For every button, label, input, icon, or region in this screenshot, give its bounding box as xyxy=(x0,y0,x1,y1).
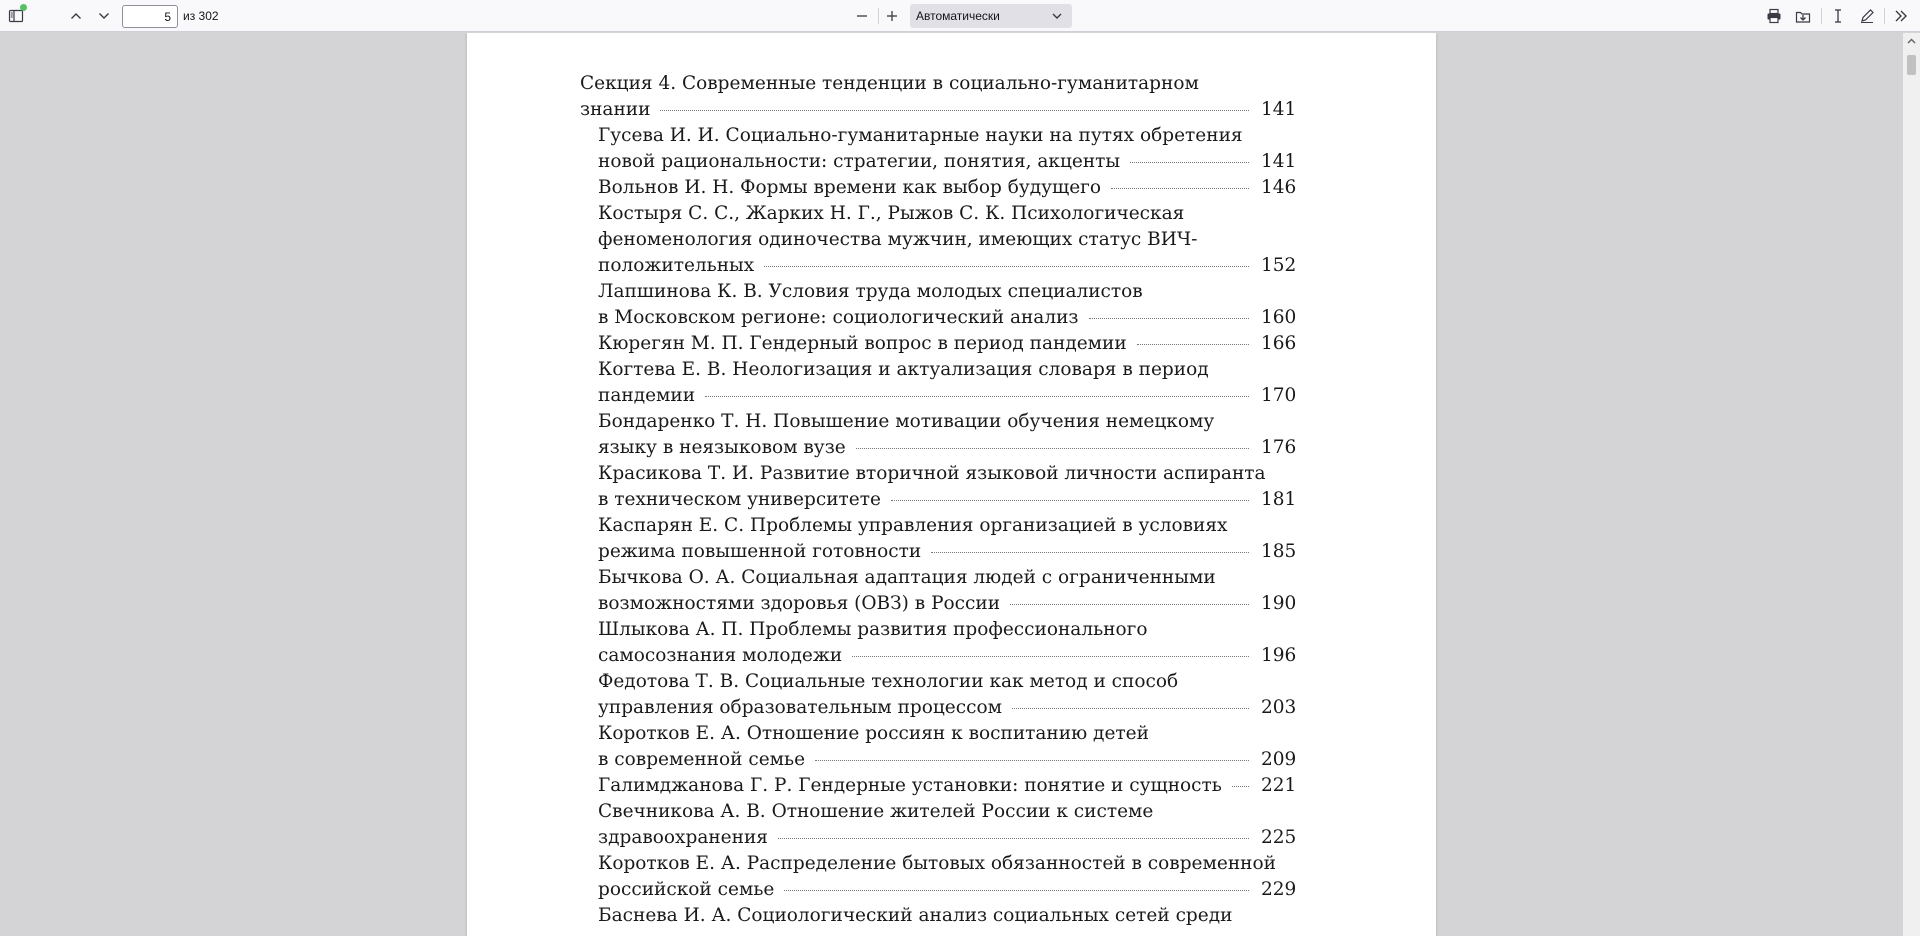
toc-entry-last-line xyxy=(598,149,1297,175)
text-tool-button[interactable] xyxy=(1826,4,1850,28)
toc-entry-title: Вольнов И. Н. Формы времени как выбор будущего xyxy=(598,177,1101,198)
toc-entry-line: Красикова Т. И. Развитие вторичной языковой личности аспиранта xyxy=(598,463,1266,484)
toc-entry-last-line xyxy=(598,487,1297,513)
zoom-out-button[interactable] xyxy=(850,4,874,28)
zoom-select-value: Автоматически xyxy=(916,9,1000,23)
toc-entry-title: языку в неязыковом вузе xyxy=(598,437,846,458)
dot-leader xyxy=(1012,708,1249,709)
vertical-scrollbar[interactable] xyxy=(1903,33,1920,936)
toc-page-number: 141 xyxy=(1261,99,1297,120)
scrollbar-thumb[interactable] xyxy=(1907,55,1916,75)
document-viewer xyxy=(0,33,1920,936)
dot-leader xyxy=(852,656,1249,657)
toc-entry-title: новой рациональности: стратегии, понятия, акценты xyxy=(598,151,1121,172)
toc-entry-last-line xyxy=(598,877,1297,903)
toc-entry-last-line xyxy=(580,97,1297,123)
toc-entry-title: в Московском регионе: социологический анализ xyxy=(598,307,1079,328)
double-chevron-right-icon xyxy=(1893,8,1909,24)
toc-page-number: 185 xyxy=(1261,541,1297,562)
toc-entry-title: пандемии xyxy=(598,385,696,406)
toc-entry-line: Лапшинова К. В. Условия труда молодых специалистов xyxy=(598,281,1143,302)
toc-entry-last-line xyxy=(598,435,1297,461)
toc-entry-title: российской семье xyxy=(598,879,775,900)
toc-page-number: 176 xyxy=(1261,437,1297,458)
save-button[interactable] xyxy=(1791,4,1815,28)
toc-entry-last-line xyxy=(598,825,1297,851)
toc-page-number: 221 xyxy=(1261,775,1297,796)
next-page-button[interactable] xyxy=(92,4,116,28)
table-of-contents xyxy=(580,71,1297,929)
download-icon xyxy=(1795,8,1811,24)
toc-entry-title: управления образовательным процессом xyxy=(598,697,1002,718)
dot-leader xyxy=(764,266,1249,267)
dot-leader xyxy=(660,110,1249,111)
toc-entry-title: здравоохранения xyxy=(598,827,768,848)
toc-entry-line: Бондаренко Т. Н. Повышение мотивации обучения немецкому xyxy=(598,411,1215,432)
pdf-toolbar xyxy=(0,0,1920,32)
toc-entry-last-line xyxy=(598,331,1297,357)
toc-entry[interactable] xyxy=(598,851,1297,903)
toc-entry-line: Гусева И. И. Социально-гуманитарные науки на путях обретения xyxy=(598,125,1243,146)
toc-entry-last-line xyxy=(598,539,1297,565)
dot-leader xyxy=(778,838,1249,839)
toc-entry[interactable] xyxy=(598,799,1297,851)
toc-page-number: 160 xyxy=(1261,307,1297,328)
pdf-page xyxy=(467,33,1436,936)
toc-entry-title: Галимджанова Г. Р. Гендерные установки: понятие и сущность xyxy=(598,775,1222,796)
dot-leader xyxy=(931,552,1249,553)
toc-page-number: 196 xyxy=(1261,645,1297,666)
toc-entry-line: Бычкова О. А. Социальная адаптация людей с ограниченными xyxy=(598,567,1216,588)
toc-entry-last-line xyxy=(598,175,1297,201)
toc-entry-line: Костыря С. С., Жарких Н. Г., Рыжов С. К. Психологическая xyxy=(598,203,1185,224)
toc-entry[interactable] xyxy=(598,279,1297,331)
toc-entry-title: режима повышенной готовности xyxy=(598,541,922,562)
toc-entry[interactable] xyxy=(598,201,1297,279)
toc-entry-line: Коротков Е. А. Отношение россиян к воспитанию детей xyxy=(598,723,1149,744)
pen-icon xyxy=(1859,8,1875,24)
toc-entry[interactable] xyxy=(598,409,1297,461)
page-count-label: из 302 xyxy=(183,9,219,23)
toc-entry-title: знании xyxy=(580,99,651,120)
toc-entry-line: Секция 4. Современные тенденции в социально-гуманитарном xyxy=(580,73,1199,94)
toc-entry-title: Кюрегян М. П. Гендерный вопрос в период пандемии xyxy=(598,333,1127,354)
toc-entry-line: Когтева Е. В. Неологизация и актуализация словаря в период xyxy=(598,359,1209,380)
toc-entry-last-line xyxy=(598,305,1297,331)
text-cursor-icon xyxy=(1830,8,1846,24)
toc-page-number: 225 xyxy=(1261,827,1297,848)
toc-page-number: 203 xyxy=(1261,697,1297,718)
toc-entry[interactable] xyxy=(598,461,1297,513)
toc-entry-last-line xyxy=(598,773,1297,799)
dot-leader xyxy=(1232,786,1249,787)
more-tools-button[interactable] xyxy=(1889,4,1913,28)
dot-leader xyxy=(784,890,1249,891)
scroll-up-button[interactable] xyxy=(1903,33,1920,50)
page-number-input[interactable] xyxy=(122,5,178,28)
toc-entry-title: в техническом университете xyxy=(598,489,881,510)
dot-leader xyxy=(1111,188,1249,189)
toc-entry[interactable] xyxy=(598,669,1297,721)
toc-entry-title: положительных xyxy=(598,255,755,276)
toc-page-number: 146 xyxy=(1261,177,1297,198)
toc-entry[interactable] xyxy=(598,175,1297,201)
toc-entry-last-line xyxy=(598,591,1297,617)
toc-entry-line: феноменология одиночества мужчин, имеющих статус ВИЧ- xyxy=(598,229,1198,250)
toc-page-number: 170 xyxy=(1261,385,1297,406)
toc-page-number: 209 xyxy=(1261,749,1297,770)
dot-leader xyxy=(891,500,1249,501)
toc-entry-title: в современной семье xyxy=(598,749,806,770)
toc-entry-title: самосознания молодежи xyxy=(598,645,843,666)
dot-leader xyxy=(1130,162,1249,163)
toc-entry[interactable] xyxy=(598,617,1297,669)
toc-entry[interactable] xyxy=(598,565,1297,617)
toc-entry-last-line xyxy=(598,253,1297,279)
toc-section-heading[interactable] xyxy=(580,71,1297,123)
toc-entry-line: Шлыкова А. П. Проблемы развития профессионального xyxy=(598,619,1148,640)
draw-tool-button[interactable] xyxy=(1855,4,1879,28)
toc-page-number: 141 xyxy=(1261,151,1297,172)
toc-page-number: 152 xyxy=(1261,255,1297,276)
toc-entry-last-line xyxy=(598,747,1297,773)
dot-leader xyxy=(1089,318,1249,319)
toc-entry-line: Коротков Е. А. Распределение бытовых обязанностей в современной xyxy=(598,853,1276,874)
toolbar-divider xyxy=(1821,8,1822,24)
caret-up-icon xyxy=(1907,33,1916,51)
toc-page-number: 166 xyxy=(1261,333,1297,354)
dot-leader xyxy=(815,760,1249,761)
print-button[interactable] xyxy=(1762,4,1786,28)
chevron-down-icon xyxy=(1050,9,1064,26)
toc-entry[interactable] xyxy=(598,123,1297,175)
toc-entry-line: Баснева И. А. Социологический анализ социальных сетей среди xyxy=(598,905,1233,926)
dot-leader xyxy=(1010,604,1249,605)
toc-entry[interactable] xyxy=(598,331,1297,357)
toc-page-number: 190 xyxy=(1261,593,1297,614)
dot-leader xyxy=(856,448,1249,449)
dot-leader xyxy=(705,396,1249,397)
printer-icon xyxy=(1766,8,1782,24)
toc-entry-title: возможностями здоровья (ОВЗ) в России xyxy=(598,593,1001,614)
toc-entry-line: Свечникова А. В. Отношение жителей России к системе xyxy=(598,801,1154,822)
zoom-in-button[interactable] xyxy=(880,4,904,28)
toc-entry-last-line xyxy=(598,383,1297,409)
toc-entry-last-line xyxy=(598,643,1297,669)
notification-dot xyxy=(20,4,27,11)
toc-page-number: 229 xyxy=(1261,879,1297,900)
toc-entry[interactable] xyxy=(598,773,1297,799)
chevron-up-icon xyxy=(69,9,83,23)
minus-icon xyxy=(855,9,869,23)
toolbar-divider xyxy=(878,8,879,24)
toc-entry-line: Каспарян Е. С. Проблемы управления организацией в условиях xyxy=(598,515,1228,536)
toc-page-number: 181 xyxy=(1261,489,1297,510)
zoom-select[interactable] xyxy=(910,4,1072,28)
previous-page-button[interactable] xyxy=(64,4,88,28)
toc-entry[interactable] xyxy=(598,513,1297,565)
toc-entry[interactable] xyxy=(598,903,1293,929)
toc-entry-line: Федотова Т. В. Социальные технологии как метод и способ xyxy=(598,671,1179,692)
chevron-down-icon xyxy=(97,9,111,23)
dot-leader xyxy=(1137,344,1249,345)
toc-entry[interactable] xyxy=(598,357,1297,409)
toolbar-divider xyxy=(1884,8,1885,24)
toc-entry[interactable] xyxy=(598,721,1297,773)
plus-icon xyxy=(885,9,899,23)
toc-entry-last-line xyxy=(598,695,1297,721)
